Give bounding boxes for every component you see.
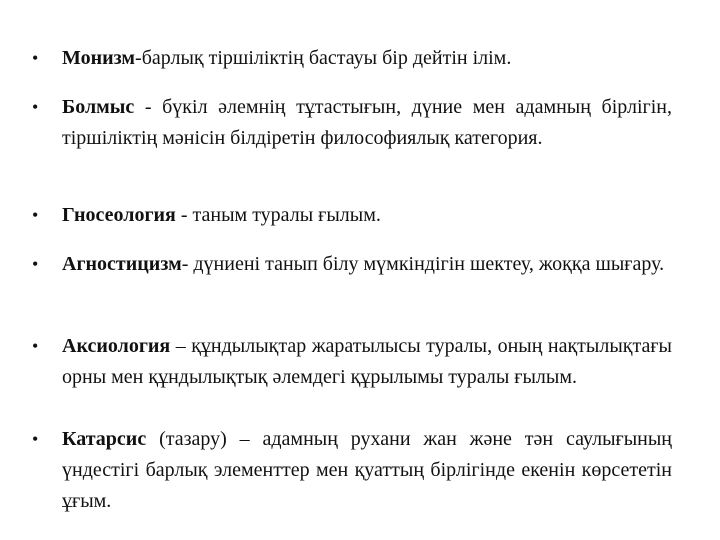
definition-text: - бүкіл әлемнің тұтастығын, дүние мен адамның бірлігін, тіршіліктің мәнісін білдіретін философиялық категория. xyxy=(62,96,672,149)
term: Аксиология xyxy=(62,335,171,357)
bullet-icon: • xyxy=(32,336,39,356)
definition-item-agnosticism xyxy=(32,249,672,280)
term: Монизм xyxy=(62,47,136,69)
definition-text: (тазару) – адамның рухани жан және тән саулығының үндестігі барлық элементтер мен қуаттың бірлігінде екенін көрсететін ұғым. xyxy=(62,428,672,512)
bullet-icon: • xyxy=(32,48,39,68)
term: Агностицизм xyxy=(62,253,182,275)
definition-text: - таным туралы ғылым. xyxy=(175,204,381,226)
definition-item-gnoseology xyxy=(32,200,672,231)
bullet-icon: • xyxy=(32,97,39,117)
definition-text: -барлық тіршіліктің бастауы бір дейтін ілім. xyxy=(135,47,512,69)
definition-text: - дүниені танып білу мүмкіндігін шектеу, жоққа шығару. xyxy=(181,253,665,275)
definition-item-being xyxy=(32,92,672,154)
term: Болмыс xyxy=(62,96,135,118)
term: Катарсис xyxy=(62,428,147,450)
bullet-icon: • xyxy=(32,254,39,274)
definition-item-catharsis xyxy=(32,424,672,517)
definition-item-axiology xyxy=(32,331,672,393)
term: Гносеология xyxy=(62,204,176,226)
bullet-icon: • xyxy=(32,429,39,449)
definition-item-monism xyxy=(32,43,672,74)
definition-text: – құндылықтар жаратылысы туралы, оның нақтылықтағы орны мен құндылықтық әлемдегі құрылымы туралы ғылым. xyxy=(62,335,672,388)
bullet-icon: • xyxy=(32,205,39,225)
